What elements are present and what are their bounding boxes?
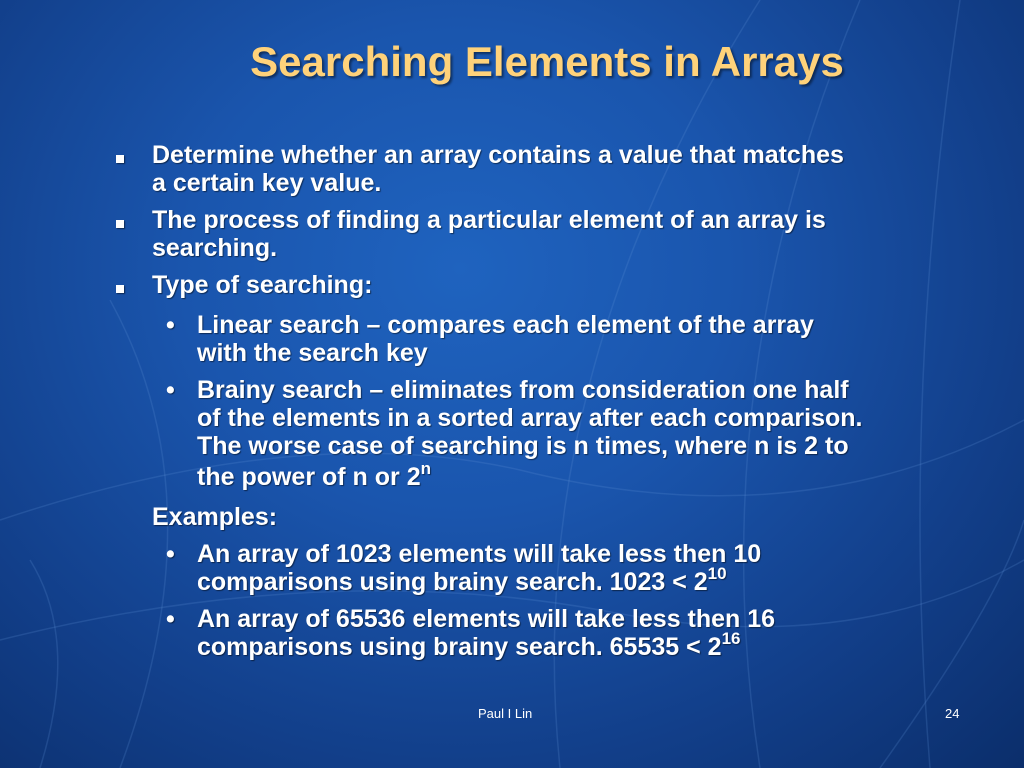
brainy-search-line-3: The worse case of searching is n times, where n is 2 to [197,432,849,460]
example-2-line-1: An array of 65536 elements will take less then 16 [197,605,776,633]
square-bullet-icon [116,285,124,293]
superscript-10: 10 [707,563,727,583]
footer-author: Paul I Lin [478,706,533,721]
bullet-2-line-1: The process of finding a particular element of an array is [152,206,826,234]
brainy-search-line-1: Brainy search – eliminates from consideration one half [197,376,849,404]
example-1-line-2-text: comparisons using brainy search. 1023 < 2 [197,568,708,596]
dot-bullet-icon: • [166,540,175,568]
example-1-line-1: An array of 1023 elements will take less then 10 [197,540,762,568]
example-2-line-2-text: comparisons using brainy search. 65535 < 2 [197,633,722,661]
linear-search-line-1: Linear search – compares each element of the array [197,311,814,339]
dot-bullet-icon: • [166,376,175,404]
square-bullet-icon [116,220,124,228]
brainy-search-line-4-text: the power of n or 2 [197,463,421,491]
page-number: 24 [945,706,960,721]
bullet-3-line-1: Type of searching: [152,271,373,299]
bullet-2-line-2: searching. [152,234,278,262]
bullet-1-line-1: Determine whether an array contains a value that matches [152,141,844,169]
brainy-search-line-2: of the elements in a sorted array after each comparison. [197,404,863,432]
brainy-search-line-4 [197,458,432,491]
example-2-line-2 [197,628,741,661]
examples-heading: Examples: [152,503,278,531]
superscript-n: n [420,458,432,478]
example-1-line-2 [197,563,727,596]
slide-title: Searching Elements in Arrays [250,38,844,85]
linear-search-line-2: with the search key [197,339,428,367]
bullet-1-line-2: a certain key value. [152,169,382,197]
square-bullet-icon [116,155,124,163]
dot-bullet-icon: • [166,605,175,633]
dot-bullet-icon: • [166,311,175,339]
superscript-16: 16 [721,628,741,648]
